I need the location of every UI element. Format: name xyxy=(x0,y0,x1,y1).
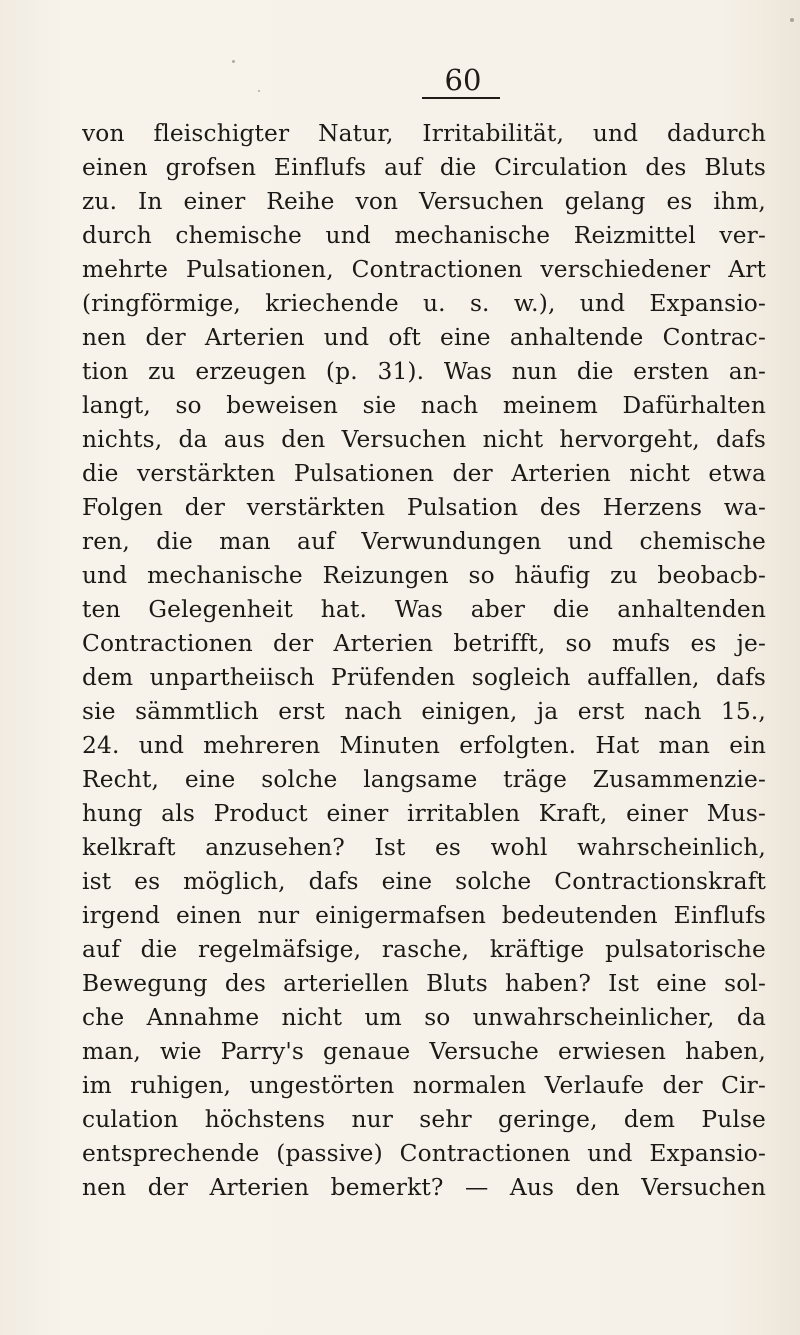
ink-speck xyxy=(790,18,794,22)
text-line: dem unpartheiisch Prüfenden sogleich auffallen, dafs xyxy=(82,664,766,691)
text-line: Recht, eine solche langsame träge Zusammenzie- xyxy=(82,766,766,793)
text-line: man, wie Parry's genaue Versuche erwiesen haben, xyxy=(82,1038,766,1065)
text-line: auf die regelmäfsige, rasche, kräftige pulsatorische xyxy=(82,936,766,963)
text-line: (ringförmige, kriechende u. s. w.), und Expansio- xyxy=(82,290,766,317)
text-line: kelkraft anzusehen? Ist es wohl wahrscheinlich, xyxy=(82,834,766,861)
text-line: und mechanische Reizungen so häufig zu beobacb- xyxy=(82,562,766,589)
text-line: langt, so beweisen sie nach meinem Dafürhalten xyxy=(82,392,766,419)
text-line: nen der Arterien bemerkt? — Aus den Versuchen xyxy=(82,1174,766,1201)
ink-speck xyxy=(232,60,235,63)
text-line: sie sämmtlich erst nach einigen, ja erst nach 15., xyxy=(82,698,766,725)
text-line: die verstärkten Pulsationen der Arterien nicht etwa xyxy=(82,460,766,487)
text-line: nichts, da aus den Versuchen nicht hervorgeht, dafs xyxy=(82,426,766,453)
text-line: Bewegung des arteriellen Bluts haben? Ist eine sol- xyxy=(82,970,766,997)
text-line: zu. In einer Reihe von Versuchen gelang es ihm, xyxy=(82,188,766,215)
text-line: Folgen der verstärkten Pulsation des Herzens wa- xyxy=(82,494,766,521)
text-line: einen grofsen Einflufs auf die Circulation des Bluts xyxy=(82,154,766,181)
text-line: im ruhigen, ungestörten normalen Verlaufe der Cir- xyxy=(82,1072,766,1099)
text-line: irgend einen nur einigermafsen bedeutenden Einflufs xyxy=(82,902,766,929)
text-line: Contractionen der Arterien betrifft, so mufs es je- xyxy=(82,630,766,657)
text-line: culation höchstens nur sehr geringe, dem Pulse xyxy=(82,1106,766,1133)
text-line: von fleischigter Natur, Irritabilität, und dadurch xyxy=(82,120,766,147)
text-line: entsprechende (passive) Contractionen und Expansio- xyxy=(82,1140,766,1167)
text-line: mehrte Pulsationen, Contractionen verschiedener Art xyxy=(82,256,766,283)
body-text xyxy=(82,117,766,1205)
text-line: 24. und mehreren Minuten erfolgten. Hat man ein xyxy=(82,732,766,759)
text-line: hung als Product einer irritablen Kraft, einer Mus- xyxy=(82,800,766,827)
text-line: che Annahme nicht um so unwahrscheinlicher, da xyxy=(82,1004,766,1031)
text-line: ten Gelegenheit hat. Was aber die anhaltenden xyxy=(82,596,766,623)
text-line: durch chemische und mechanische Reizmittel ver- xyxy=(82,222,766,249)
ink-speck xyxy=(258,90,260,92)
text-line: tion zu erzeugen (p. 31). Was nun die ersten an- xyxy=(82,358,766,385)
page-number: 60 xyxy=(444,63,482,97)
text-line: nen der Arterien und oft eine anhaltende Contrac- xyxy=(82,324,766,351)
text-line: ren, die man auf Verwundungen und chemische xyxy=(82,528,766,555)
text-line: ist es möglich, dafs eine solche Contractionskraft xyxy=(82,868,766,895)
page-number-rule xyxy=(422,97,500,99)
